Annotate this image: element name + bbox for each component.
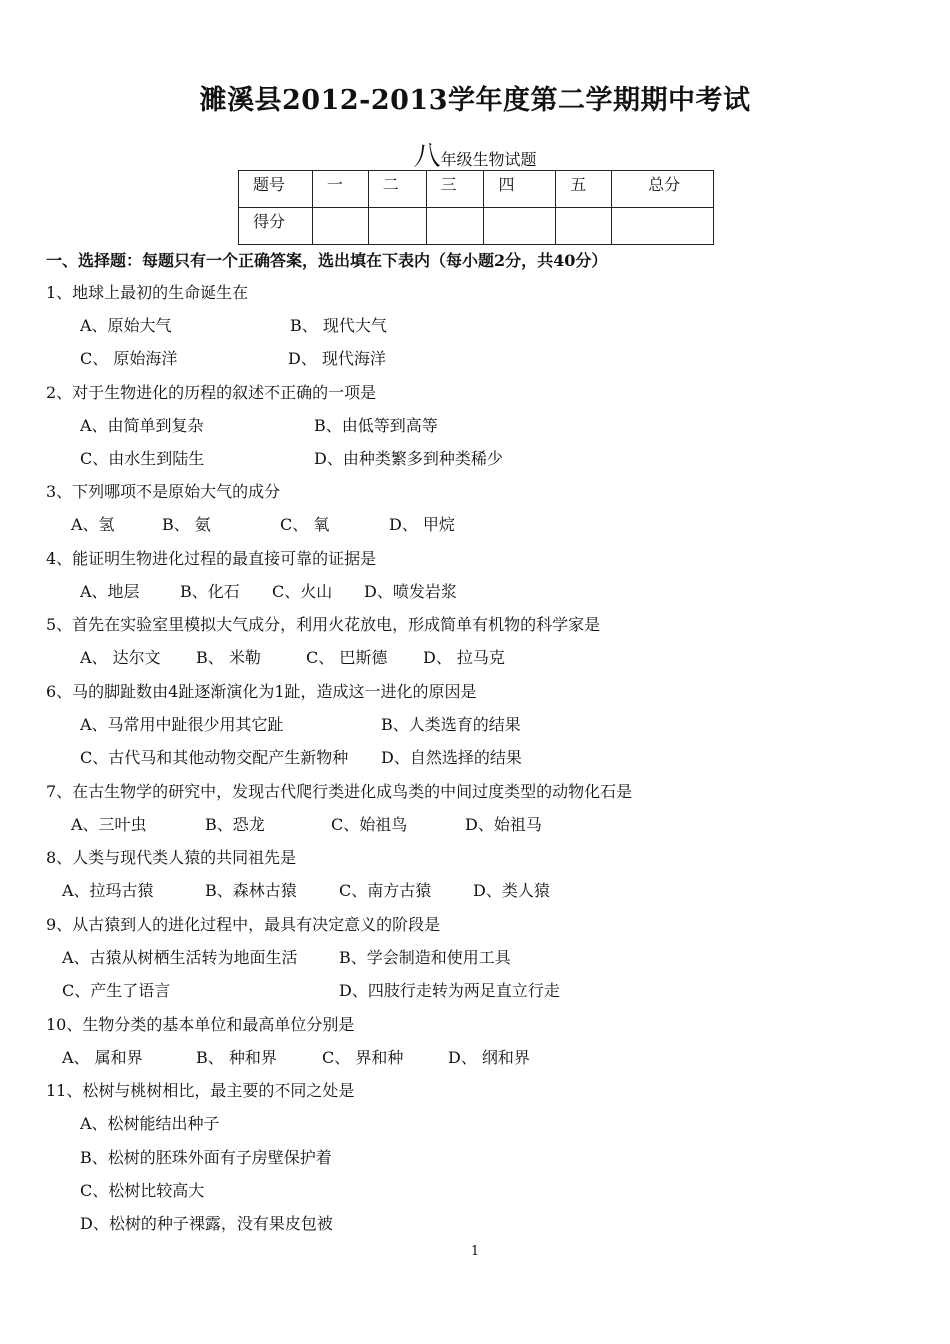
question-stem: 4、能证明生物进化过程的最直接可靠的证据是 <box>46 549 377 568</box>
option-b: B、 米勒 <box>196 648 261 667</box>
option-c: C、南方古猿 <box>339 881 432 900</box>
score-table-score-row <box>239 208 714 245</box>
score-entry-cell[interactable] <box>484 208 556 245</box>
table-cell: 四 <box>484 171 556 208</box>
option-c: C、 氧 <box>280 515 330 534</box>
option-d: D、松树的种子裸露，没有果皮包被 <box>80 1214 333 1233</box>
grade-number: 八 <box>413 141 441 172</box>
question-stem: 8、人类与现代类人猿的共同祖先是 <box>46 848 297 867</box>
option-b: B、 氨 <box>162 515 211 534</box>
option-b: B、恐龙 <box>205 815 265 834</box>
exam-subtitle <box>0 134 950 173</box>
option-d: D、由种类繁多到种类稀少 <box>314 449 503 468</box>
option-c: C、松树比较高大 <box>80 1181 205 1200</box>
option-b: B、 现代大气 <box>290 316 387 335</box>
option-a: A、 达尔文 <box>80 648 161 667</box>
option-b: B、森林古猿 <box>205 881 297 900</box>
question-stem: 1、地球上最初的生命诞生在 <box>46 283 249 302</box>
option-c: C、 原始海洋 <box>80 349 178 368</box>
option-d: D、四肢行走转为两足直立行走 <box>339 981 560 1000</box>
option-a: A、马常用中趾很少用其它趾 <box>80 715 284 734</box>
table-cell: 总分 <box>612 171 714 208</box>
score-entry-cell[interactable] <box>612 208 714 245</box>
option-b: B、人类选育的结果 <box>381 715 521 734</box>
option-d: D、喷发岩浆 <box>364 582 457 601</box>
option-a: A、三叶虫 <box>71 815 147 834</box>
exam-title: 濉溪县2012-2013学年度第二学期期中考试 <box>199 85 751 116</box>
option-a: A、古猿从树栖生活转为地面生活 <box>62 948 298 967</box>
option-b: B、学会制造和使用工具 <box>339 948 511 967</box>
table-cell: 三 <box>426 171 484 208</box>
table-cell: 二 <box>368 171 426 208</box>
section-heading: 一、选择题：每题只有一个正确答案，选出填在下表内（每小题2分，共40分） <box>46 251 608 270</box>
option-c: C、古代马和其他动物交配产生新物种 <box>80 748 349 767</box>
table-cell: 题号 <box>239 171 313 208</box>
option-d: D、 拉马克 <box>423 648 505 667</box>
option-a: A、地层 <box>80 582 140 601</box>
score-entry-cell[interactable] <box>312 208 368 245</box>
option-d: D、始祖马 <box>465 815 542 834</box>
option-a: A、松树能结出种子 <box>80 1114 220 1133</box>
question-stem: 9、从古猿到人的进化过程中，最具有决定意义的阶段是 <box>46 915 441 934</box>
score-entry-cell[interactable] <box>556 208 612 245</box>
table-cell: 一 <box>312 171 368 208</box>
option-a: A、氢 <box>71 515 115 534</box>
option-b: B、化石 <box>180 582 240 601</box>
option-a: A、原始大气 <box>80 316 172 335</box>
option-a: A、拉玛古猿 <box>62 881 154 900</box>
option-d: D、 现代海洋 <box>288 349 386 368</box>
question-stem: 2、对于生物进化的历程的叙述不正确的一项是 <box>46 383 377 402</box>
option-c: C、产生了语言 <box>62 981 171 1000</box>
option-b: B、松树的胚珠外面有子房壁保护着 <box>80 1148 332 1167</box>
option-c: C、火山 <box>272 582 333 601</box>
option-c: C、 界和种 <box>322 1048 404 1067</box>
option-c: C、 巴斯德 <box>306 648 388 667</box>
question-stem: 10、生物分类的基本单位和最高单位分别是 <box>46 1015 355 1034</box>
option-d: D、类人猿 <box>473 881 550 900</box>
score-entry-cell[interactable] <box>426 208 484 245</box>
question-stem: 7、在古生物学的研究中，发现古代爬行类进化成鸟类的中间过度类型的动物化石是 <box>46 782 633 801</box>
table-cell: 五 <box>556 171 612 208</box>
option-a: A、 属和界 <box>62 1048 143 1067</box>
question-stem: 6、马的脚趾数由4趾逐渐演化为1趾，造成这一进化的原因是 <box>46 682 477 701</box>
question-stem: 11、松树与桃树相比，最主要的不同之处是 <box>46 1081 355 1100</box>
option-d: D、 纲和界 <box>448 1048 530 1067</box>
option-c: C、由水生到陆生 <box>80 449 205 468</box>
option-b: B、 种和界 <box>196 1048 277 1067</box>
option-c: C、始祖鸟 <box>331 815 408 834</box>
option-d: D、 甲烷 <box>389 515 455 534</box>
question-stem: 5、首先在实验室里模拟大气成分，利用火花放电，形成简单有机物的科学家是 <box>46 615 601 634</box>
subject-label: 年级生物试题 <box>440 150 537 169</box>
option-d: D、自然选择的结果 <box>381 748 522 767</box>
score-table-header-row <box>239 171 714 208</box>
page-number: 1 <box>470 1244 480 1259</box>
option-a: A、由简单到复杂 <box>80 416 204 435</box>
score-table <box>238 170 714 245</box>
option-b: B、由低等到高等 <box>314 416 438 435</box>
score-entry-cell[interactable] <box>368 208 426 245</box>
question-stem: 3、下列哪项不是原始大气的成分 <box>46 482 281 501</box>
table-cell: 得分 <box>239 208 313 245</box>
